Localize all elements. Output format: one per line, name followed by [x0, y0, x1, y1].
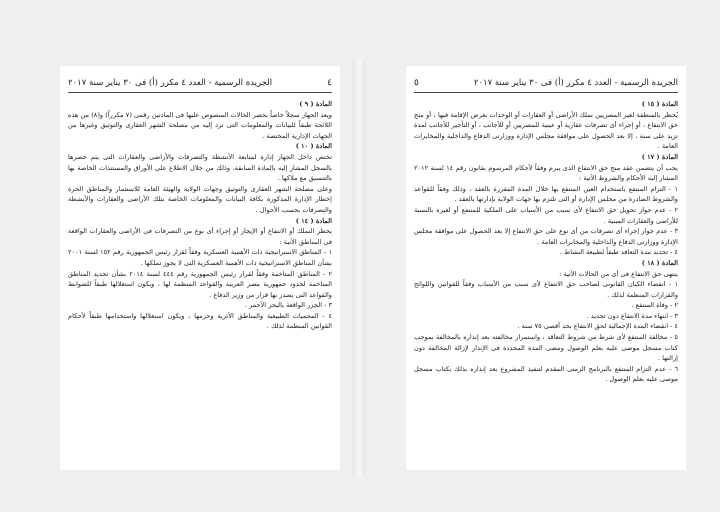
left-page-header-title: الجريدة الرسمية - العدد ٤ مكرر (أ) فى ٣٠ يناير سنة ٢٠١٧	[68, 78, 273, 88]
article-paragraph: ٢ - عدم جواز تحويل حق الانتفاع لأى سبب من الأسباب على الملكية للمنتفع أو لغيره بالنسبة للأراضى والعقارات المبنية .	[414, 205, 678, 225]
article-paragraph: ينتهى حق الانتفاع فى أى من الحالات الآتية :	[559, 269, 678, 278]
article-paragraph: ٤ - تحديد مدة التعاقد طبقاً لطبيعة النشاط .	[559, 248, 678, 257]
article-heading: المادة ( ٩ )	[299, 100, 332, 108]
left-page-number: ٤	[327, 78, 332, 88]
left-page	[64, 72, 336, 464]
article-paragraph: ٦ - عدم التزام المنتفع بالبرنامج الزمنى المقدم لتنفيذ المشروع بعد إنذاره بذلك بكتاب مسجل موصى عليه بعلم الوصول .	[414, 364, 678, 384]
article-paragraph: ويعد الجهاز سجلاً خاصاً بحصر الحالات المنصوص عليها فى المادتين رقمى (٧ مكرراً) و(٨) من هذه اللائحة طبقاً للبيانات والمعلومات التى ترد إليه من مصلحة الشهر العقارى والتوثيق وغيرها من الجهات الإدارية المختصة .	[68, 110, 332, 140]
article-paragraph: ٣ - عدم جواز إجراء أى تصرفات من أى نوع على حق الانتفاع إلا بعد الحصول على موافقة مجلس الإدارة ووزارتى الدفاع والداخلية والمخابرات العامة .	[414, 227, 678, 246]
right-page	[410, 72, 682, 464]
article-paragraph: تختص داخل الجهاز إدارة لمتابعة الأنشطة والتصرفات والأراضى والعقارات التى يتم حصرها بالسجل المشار إليه بالمادة السابقة، وذلك من خلال الاطلاع على الأوراق والمستندات الخاصة بها بالتنسيق مع ملاكها .	[68, 152, 332, 183]
article-paragraph: ٤ - انقضاء المدة الإجمالية لحق الانتفاع بحد أقصى ٧٥ سنة .	[517, 322, 678, 331]
left-page-header	[68, 72, 332, 93]
article-paragraph: ١ - انقضاء الكيان القانونى لصاحب حق الانتفاع لأى سبب من الأسباب وفقاً للقوانين واللوائح والقرارات المنظمة لذلك .	[414, 280, 678, 299]
article-paragraph: ١ - المناطق الاستراتيجية ذات الأهمية العسكرية وفقاً لقرار رئيس الجمهورية رقم ١٥٢ لسنة ٢٠٠١ بشأن المناطق الاستراتيجية ذات الأهمية العسكرية التى لا يجوز تملكها .	[68, 248, 332, 267]
article-paragraph: يجب أن يتضمن عقد منح حق الانتفاع الذى يبرم وفقاً لأحكام المرسوم بقانون رقم ١٤ لسنة ٢٠١٢ المشار إليه الأحكام والشروط الآتية :	[414, 163, 678, 183]
article-paragraph: يُحظر بالمنطقة لغير المصريين تملك الأراضى أو العقارات أو الوحدات بغرض الإقامة فيها ، أو منح حق الانتفاع ، أو إجراء أى تصرفات عقارية أو عينية للمصريين أو للأجانب ، أو التأجير للأجانب لمدة تزيد على سنة ، إلا بعد الحصول على موافقة مجلس الإدارة ووزارتى الدفاع والداخلية والمخابرات العامة .	[414, 110, 678, 151]
article-heading: المادة ( ١٥ )	[641, 100, 678, 108]
article-paragraph: ٤ - المحميات الطبيعية والمناطق الأثرية وحرمها ، ويكون استغلالها واستخدامها طبقاً لأحكام القوانين المنظمة لذلك .	[68, 311, 332, 331]
article-paragraph: يحظر التملك أو الانتفاع أو الإيجار أو إجراء أى نوع من التصرفات فى الأراضى والعقارات الواقعة فى المناطق الآتية :	[68, 227, 332, 246]
article-paragraph: ٢ - وفاة المنتفع .	[631, 301, 678, 310]
article-paragraph: ٢ - المناطق المتاخمة وفقاً لقرار رئيس الجمهورية رقم ٤٤٤ لسنة ٢٠١٤ بشأن تحديد المناطق المتاخمة لحدود جمهورية مصر العربية والقواعد المنظمة لها ، ويكون استغلالها طبقاً للضوابط والقواعد التى يصدر بها قرار من وزير الدفاع .	[68, 269, 333, 299]
article-paragraph: ٣ - انتهاء مدة الانتفاع دون تجديد .	[586, 311, 678, 320]
article-heading: المادة ( ١٨ )	[641, 258, 678, 267]
article-paragraph: وعلى مصلحة الشهر العقارى والتوثيق وجهات الولاية والهيئة العامة للاستثمار والمناطق الحرة إخطار الإدارة المذكورة بكافة البيانات والمعلومات الخاصة بتلك الأراضى والعقارات والأنشطة والتصرفات بحسب الأحوال .	[68, 184, 332, 214]
right-page-number: ٥	[414, 78, 419, 88]
right-page-header	[414, 72, 678, 93]
book-spine	[352, 60, 366, 476]
right-page-header-title: الجريدة الرسمية - العدد ٤ مكرر (أ) فى ٣٠ يناير سنة ٢٠١٧	[473, 78, 678, 88]
left-page-body	[68, 99, 332, 332]
article-heading: المادة ( ١٤ )	[295, 216, 332, 225]
article-paragraph: ٣ - الجزر الواقعة بالبحر الأحمر .	[244, 301, 332, 310]
article-heading: المادة ( ١٧ )	[641, 152, 678, 161]
article-paragraph: ١ - التزام المنتفع باستخدام العين المنتفع بها خلال المدة المقررة بالعقد ، وذلك وفقاً للقواعد والشروط الصادرة من مجلس الإدارة أو التى تلتزم بها جهات الولاية بإدارتها بالعقد .	[414, 184, 678, 204]
right-page-body	[414, 99, 678, 385]
article-heading: المادة ( ١٠ )	[295, 142, 332, 151]
article-paragraph: ٥ - مخالفة المنتفع لأى شرط من شروط التعاقد ، واستمرار مخالفته بعد إنذاره بالمخالفة بموجب كتاب مسجل موصى عليه بعلم الوصول ومضى المدة المحددة فى الإنذار لإزالة المخالفة دون إزالتها .	[414, 333, 678, 363]
